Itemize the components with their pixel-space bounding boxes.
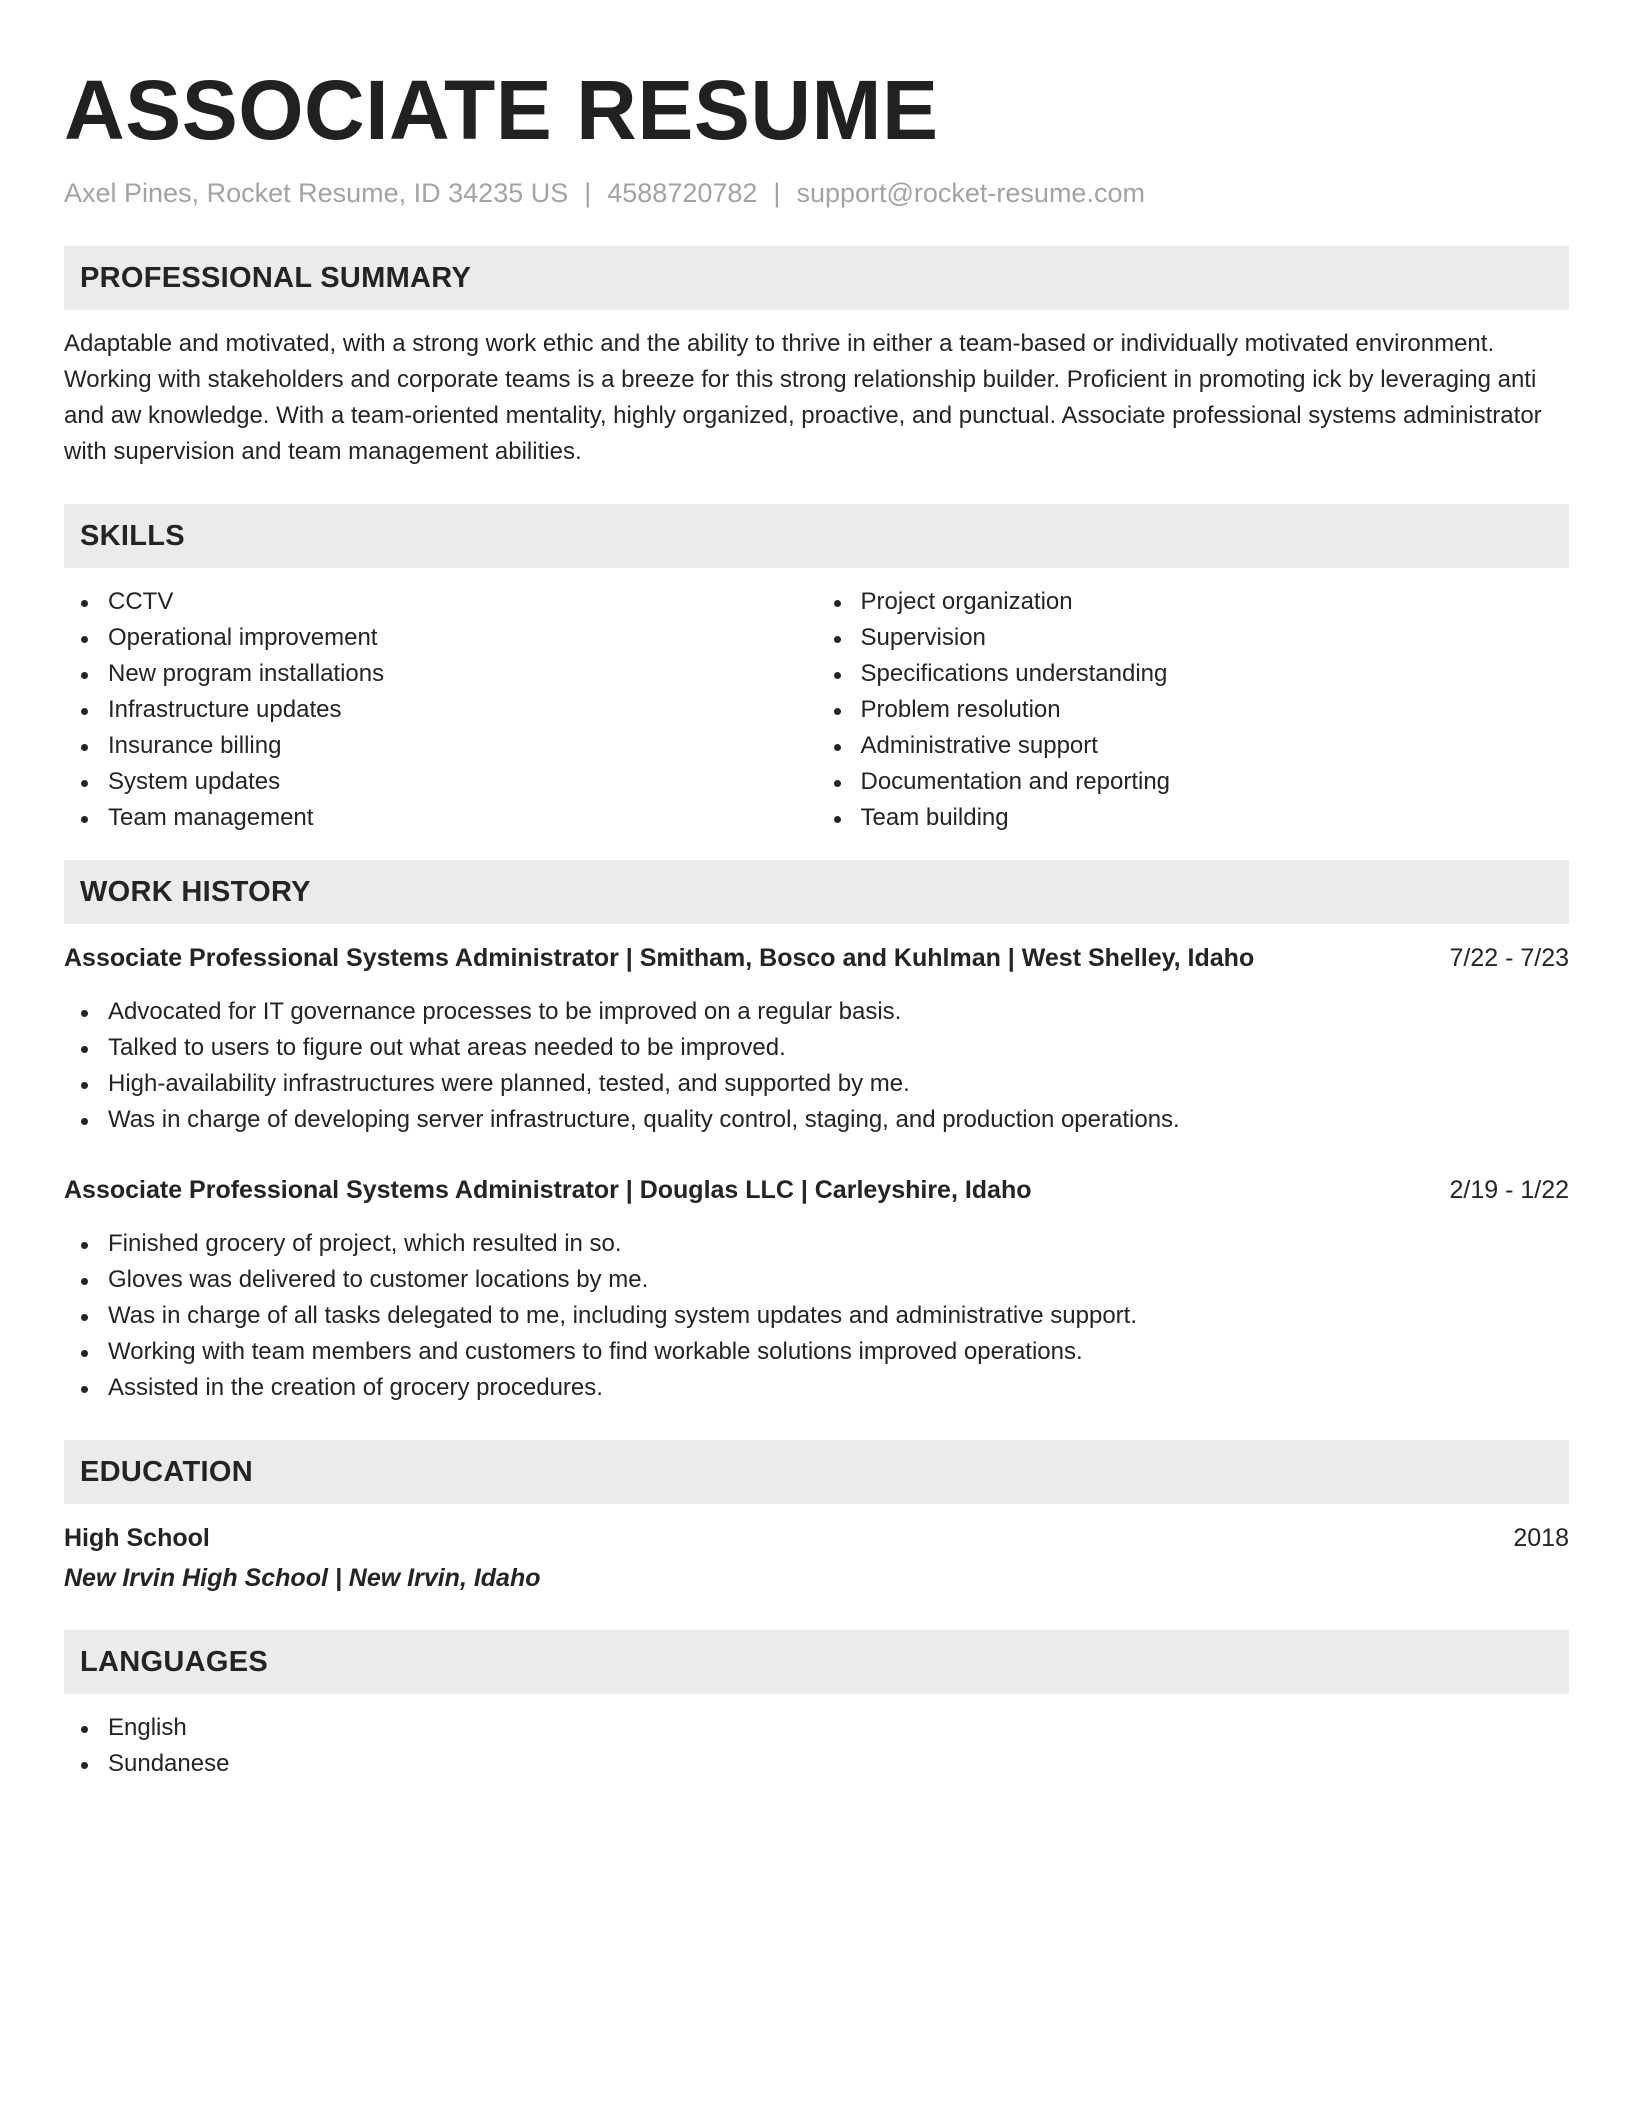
job-entry <box>64 940 1569 1138</box>
skills-grid <box>64 584 1569 836</box>
contact-address: Axel Pines, Rocket Resume, ID 34235 US <box>64 178 569 208</box>
job-header <box>64 1172 1569 1208</box>
contact-separator: | <box>773 178 781 208</box>
resume-title: ASSOCIATE RESUME <box>64 63 939 157</box>
contact-phone: 4588720782 <box>607 178 758 208</box>
languages-list <box>64 1710 1569 1782</box>
summary-text: Adaptable and motivated, with a strong work ethic and the ability to thrive in either a team-based or individually motivated environment. Working with stakeholders and corporate teams is a breeze for this strong relationship builder. Proficient in promoting ick by leveraging anti and aw knowledge. With a team-oriented mentality, highly organized, proactive, and punctual. Associate professional systems administrator with supervision and team management abilities. <box>64 330 1542 465</box>
list-item: Was in charge of all tasks delegated to me, including system updates and administrative support. <box>64 1298 1569 1334</box>
list-item: High-availability infrastructures were planned, tested, and supported by me. <box>64 1066 1569 1102</box>
skills-column-left <box>64 584 817 836</box>
list-item: Team building <box>817 800 1570 836</box>
list-item: Operational improvement <box>64 620 817 656</box>
list-item: Advocated for IT governance processes to be improved on a regular basis. <box>64 994 1569 1030</box>
list-item: Specifications understanding <box>817 656 1570 692</box>
list-item: Project organization <box>817 584 1570 620</box>
list-item: Talked to users to figure out what areas needed to be improved. <box>64 1030 1569 1066</box>
list-item: English <box>64 1710 1569 1746</box>
job-bullet-list <box>64 994 1569 1138</box>
list-item: CCTV <box>64 584 817 620</box>
list-item: Insurance billing <box>64 728 817 764</box>
job-entry <box>64 1172 1569 1406</box>
list-item: Infrastructure updates <box>64 692 817 728</box>
list-item: Administrative support <box>817 728 1570 764</box>
skills-column-right <box>817 584 1570 836</box>
list-item: New program installations <box>64 656 817 692</box>
list-item: Finished grocery of project, which resulted in so. <box>64 1226 1569 1262</box>
contact-email: support@rocket-resume.com <box>796 178 1145 208</box>
contact-separator: | <box>584 178 592 208</box>
list-item: Problem resolution <box>817 692 1570 728</box>
skills-list-left <box>64 584 817 836</box>
list-item: Working with team members and customers to find workable solutions improved operations. <box>64 1334 1569 1370</box>
list-item: Documentation and reporting <box>817 764 1570 800</box>
education-degree: High School <box>64 1524 210 1552</box>
job-header <box>64 940 1569 976</box>
section-heading-summary: PROFESSIONAL SUMMARY <box>64 246 1569 310</box>
education-header <box>64 1520 1569 1556</box>
job-title: Associate Professional Systems Administrator | Smitham, Bosco and Kuhlman | West Shelley, Idaho <box>64 944 1255 972</box>
section-heading-languages: LANGUAGES <box>64 1630 1569 1694</box>
list-item: Was in charge of developing server infrastructure, quality control, staging, and production operations. <box>64 1102 1569 1138</box>
education-entry <box>64 1520 1569 1596</box>
list-item: Assisted in the creation of grocery procedures. <box>64 1370 1569 1406</box>
list-item: System updates <box>64 764 817 800</box>
list-item: Sundanese <box>64 1746 1569 1782</box>
list-item: Supervision <box>817 620 1570 656</box>
contact-line <box>64 176 1569 210</box>
education-year: 2018 <box>1513 1524 1569 1552</box>
job-bullet-list <box>64 1226 1569 1406</box>
section-heading-education: EDUCATION <box>64 1440 1569 1504</box>
list-item: Team management <box>64 800 817 836</box>
section-heading-work-history: WORK HISTORY <box>64 860 1569 924</box>
education-school: New Irvin High School | New Irvin, Idaho <box>64 1564 541 1592</box>
list-item: Gloves was delivered to customer locations by me. <box>64 1262 1569 1298</box>
section-heading-skills: SKILLS <box>64 504 1569 568</box>
job-dates: 2/19 - 1/22 <box>1449 1176 1569 1204</box>
skills-list-right <box>817 584 1570 836</box>
job-title: Associate Professional Systems Administrator | Douglas LLC | Carleyshire, Idaho <box>64 1176 1032 1204</box>
job-dates: 7/22 - 7/23 <box>1449 944 1569 972</box>
